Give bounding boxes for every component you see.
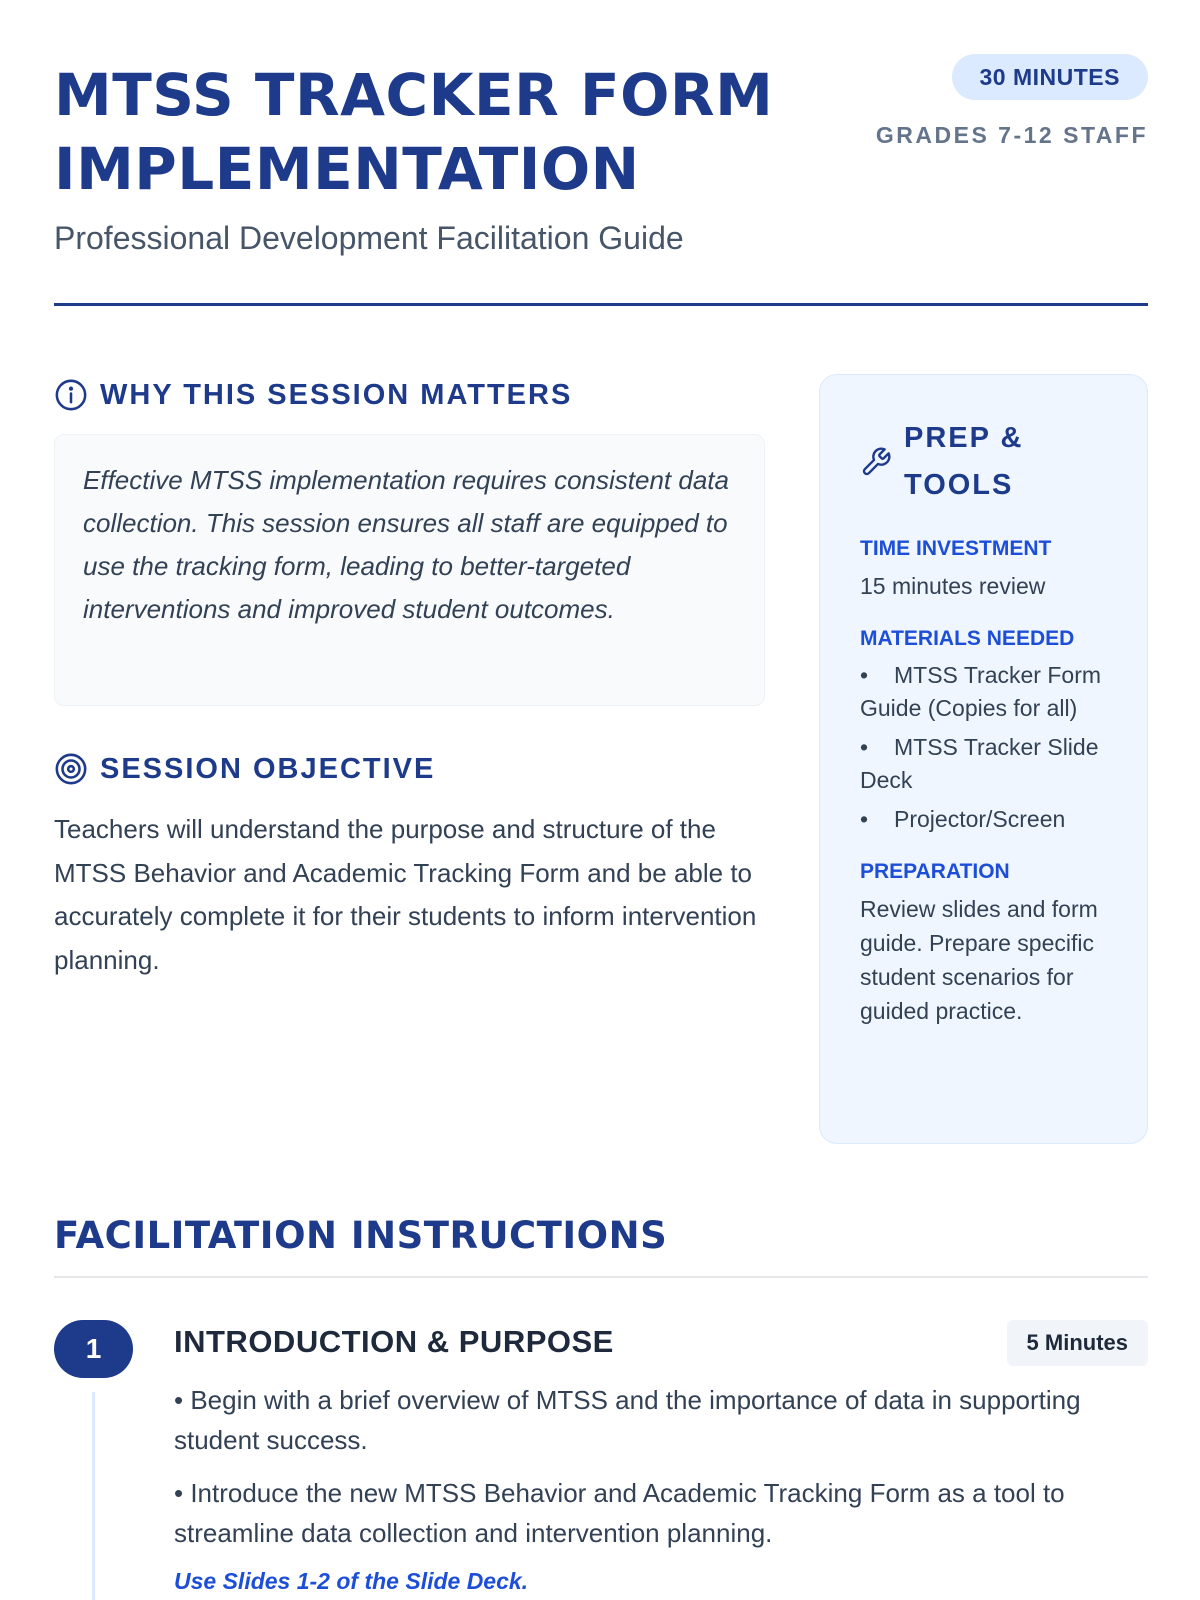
duration-badge: 30 MINUTES (952, 54, 1148, 100)
objective-text: Teachers will understand the purpose and structure of the MTSS Behavior and Academic Tracking Form and be able to accurately complete it for their students to inform intervention planning. (54, 814, 757, 975)
bullet-icon: • (860, 734, 869, 760)
material-item-text: MTSS Tracker Form Guide (Copies for all) (860, 662, 1102, 721)
wrench-icon (860, 446, 892, 478)
objective-section-header (54, 752, 435, 786)
prep-title: PREP & TOOLS (904, 422, 1024, 501)
why-section-header (54, 378, 572, 412)
bullet-icon: • (860, 806, 869, 832)
step-slide-note: Use Slides 1-2 of the Slide Deck. (174, 1568, 529, 1594)
list-item (860, 731, 1107, 797)
info-circle-icon (54, 378, 88, 412)
materials-label: MATERIALS NEEDED (860, 627, 1075, 650)
step-bullets (174, 1380, 1148, 1566)
prep-header (860, 415, 1107, 509)
audience-label: GRADES 7-12 STAFF (875, 122, 1148, 148)
list-item (860, 659, 1107, 725)
page-title: MTSS TRACKER FORM IMPLEMENTATION (54, 61, 774, 203)
step-bullet: • Begin with a brief overview of MTSS and the importance of data in supporting student success. (174, 1385, 1081, 1455)
time-investment-value: 15 minutes review (860, 573, 1046, 599)
facilitation-title: FACILITATION INSTRUCTIONS (54, 1214, 668, 1257)
step-bullet: • Introduce the new MTSS Behavior and Academic Tracking Form as a tool to streamline data collection and intervention planning. (174, 1478, 1065, 1548)
list-item (860, 803, 1107, 836)
page-subtitle: Professional Development Facilitation Guide (54, 220, 684, 256)
step-time-badge: 5 Minutes (1007, 1320, 1148, 1366)
step-timeline-line (92, 1392, 95, 1600)
prep-tools-card (819, 374, 1148, 1144)
step-title: INTRODUCTION & PURPOSE (174, 1324, 614, 1359)
preparation-value: Review slides and form guide. Prepare specific student scenarios for guided practice. (860, 896, 1098, 1024)
why-text: Effective MTSS implementation requires consistent data collection. This session ensures all staff are equipped to use the tracking form, leading to better-targeted interventions and improved student outcomes. (83, 465, 729, 624)
header (54, 52, 1148, 306)
page (54, 0, 1148, 1600)
facilitation-divider (54, 1276, 1148, 1278)
step-number-badge: 1 (54, 1320, 133, 1378)
bullet-icon: • (860, 662, 869, 688)
preparation-label: PREPARATION (860, 860, 1010, 883)
time-investment-label: TIME INVESTMENT (860, 537, 1052, 560)
objective-section-title: SESSION OBJECTIVE (100, 752, 436, 785)
material-item-text: MTSS Tracker Slide Deck (860, 734, 1099, 793)
why-section-title: WHY THIS SESSION MATTERS (100, 378, 573, 411)
why-callout (54, 434, 765, 706)
target-icon (54, 752, 88, 786)
material-item-text: Projector/Screen (894, 806, 1066, 832)
materials-list (860, 659, 1107, 836)
